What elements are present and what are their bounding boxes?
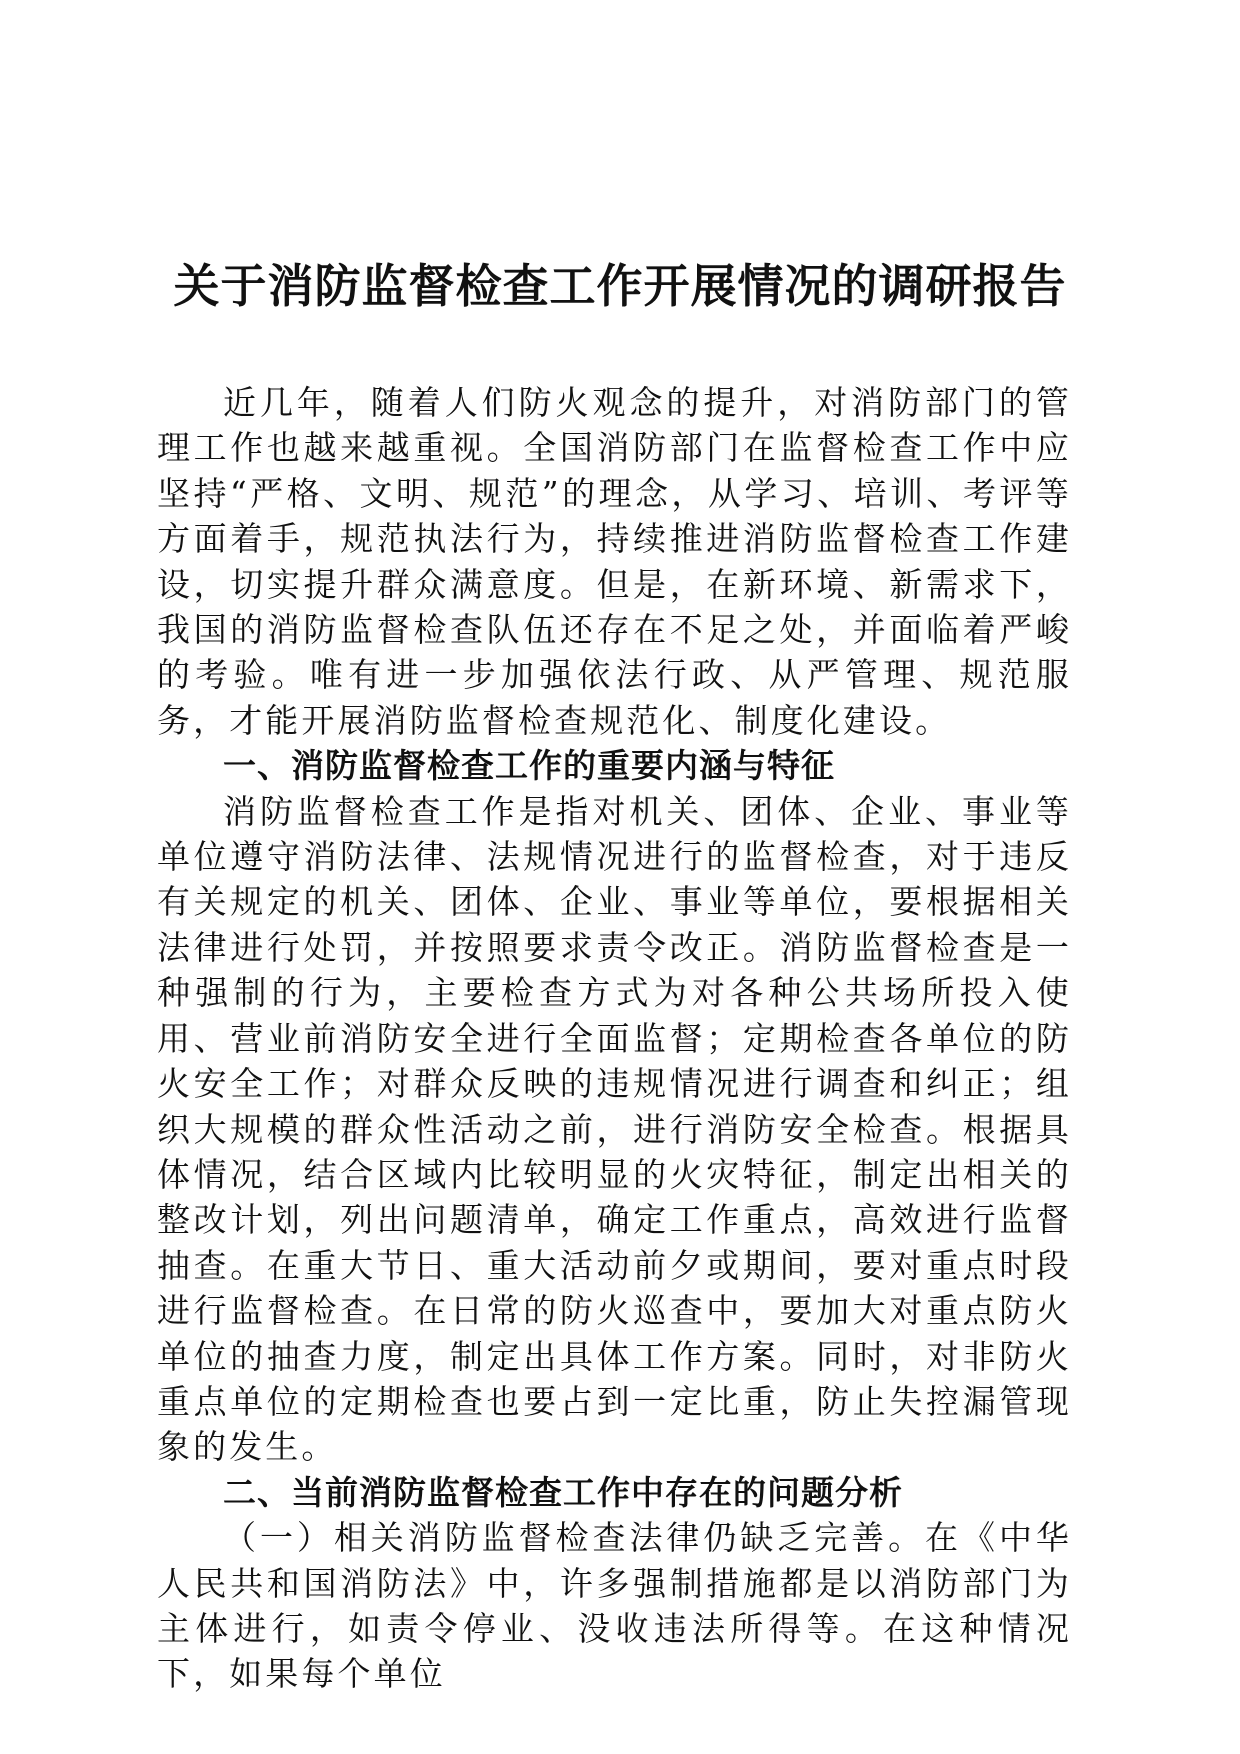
section-2-subsection-1 (157, 1515, 1072, 1697)
section-1-heading: 一、消防监督检查工作的重要内涵与特征 (223, 746, 835, 786)
section-1-paragraph: 消防监督检查工作是指对机关、团体、企业、事业等单位遵守消防法律、法规情况进行的监督检查，对于违反有关规定的机关、团体、企业、事业等单位，要根据相关法律进行处罚，并按照要求责令改正。消防监督检查是一种强制的行为，主要检查方式为对各种公共场所投入使用、营业前消防安全进行全面监督；定期检查各单位的防火安全工作；对群众反映的违规情况进行调查和纠正；组织大规模的群众性活动之前，进行消防安全检查。根据具体情况，结合区域内比较明显的火灾特征，制定出相关的整改计划，列出问题清单，确定工作重点，高效进行监督抽查。在重大节日、重大活动前夕或期间，要对重点时段进行监督检查。在日常的防火巡查中，要加大对重点防火单位的抽查力度，制定出具体工作方案。同时，对非防火重点单位的定期检查也要占到一定比重，防止失控漏管现象的发生。 (157, 791, 1072, 1467)
document-body (157, 380, 1072, 1697)
subsection-1-heading: （一）相关消防监督检查法律仍缺乏完善。 (223, 1518, 926, 1558)
section-2-heading: 二、当前消防监督检查工作中存在的问题分析 (223, 1472, 903, 1512)
document-title: 关于消防监督检查工作开展情况的调研报告 (173, 259, 1067, 313)
intro-paragraph: 近几年，随着人们防火观念的提升，对消防部门的管理工作也越来越重视。全国消防部门在监督检查工作中应坚持“严格、文明、规范”的理念，从学习、培训、考评等方面着手，规范执法行为，持续推进消防监督检查工作建设，切实提升群众满意度。但是，在新环境、新需求下，我国的消防监督检查队伍还存在不足之处，并面临着严峻的考验。唯有进一步加强依法行政、从严管理、规范服务，才能开展消防监督检查规范化、制度化建设。 (157, 383, 1072, 740)
subsection-1-text: 在《中华人民共和国消防法》中，许多强制措施都是以消防部门为主体进行，如责令停业、没收违法所得等。在这种情况下，如果每个单位 (157, 1518, 1072, 1694)
